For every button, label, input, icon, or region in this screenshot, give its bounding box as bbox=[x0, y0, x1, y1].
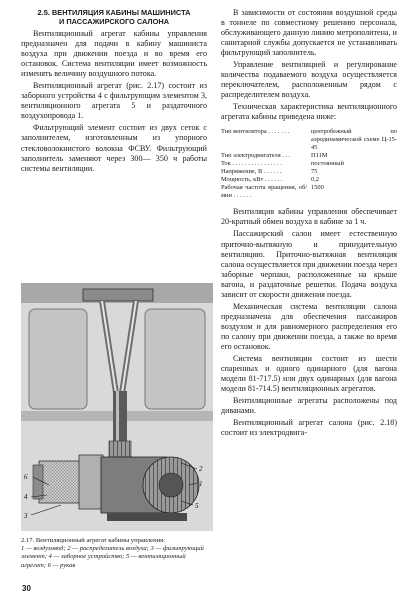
spec-label: Ток . . . . . . . . . . . . . . . . bbox=[221, 159, 282, 167]
air-distributor bbox=[83, 289, 153, 301]
spec-row bbox=[221, 152, 397, 160]
right-paragraph-9: Вентиляционный агрегат салона (рис. 2.18) состоит из электродвига- bbox=[221, 418, 397, 438]
left-paragraph-2: Вентиляционный агрегат (рис. 2.17) состоит из заборного устройства 4 с фильтрующим элементом 3, вентиляционного агрегата 5 и раздаточного воздухопровода 1. bbox=[21, 81, 207, 121]
right-paragraph-7: Система вентиляции состоит из шести спаренных и одного одинарного (для вагона модели 81-717.5) или двух одинарных (для вагона модели 81-714.5) вентиляционных агрегатов. bbox=[221, 354, 397, 394]
spec-table bbox=[221, 128, 397, 201]
right-paragraph-2: Управление вентиляцией и регулирование количества подаваемого воздуха осуществляется переключателем, расположенным рядом с распределителем воздуха. bbox=[221, 60, 397, 100]
left-paragraph-3: Фильтрующий элемент состоит из двух сеток с заполнителем, изготовленным из упорного стекловолокнистого волокна ФСВУ. Фильтрующий заполнитель заменяют через 300— 350 ч работы системы вентиляции. bbox=[21, 123, 207, 173]
callout-label: 4 bbox=[24, 493, 28, 501]
figure-ventilation-unit bbox=[21, 283, 213, 531]
spec-label: Тип вентилятора . . . . . . . bbox=[221, 127, 290, 135]
right-paragraph-3: Техническая характеристика вентиляционного агрегата кабины приведена ниже: bbox=[221, 102, 397, 122]
right-paragraph-6: Механическая система вентиляции салона предназначена для обеспечения пассажиров воздухом и для равномерного распределения его по салону при движении поезда, а также во время его остановок. bbox=[221, 301, 397, 351]
spec-label: Рабочая частота вращения, об/мин . . . . . . bbox=[221, 184, 307, 200]
spec-label: Мощность, кВт . . . . . . bbox=[221, 176, 283, 184]
spec-row bbox=[221, 176, 397, 184]
callout-label: 2 bbox=[199, 465, 203, 473]
caption-title: 2.17. Вентиляционный агрегат кабины управления: bbox=[21, 537, 166, 544]
spec-value: центробежный по аэродинамической схеме Ц-15-45 bbox=[311, 127, 397, 151]
spec-row bbox=[221, 160, 397, 168]
spec-row bbox=[221, 168, 397, 176]
ventilation-unit-illustration bbox=[21, 283, 213, 531]
spec-value: П11М bbox=[311, 151, 328, 159]
right-paragraph-8: Вентиляционные агрегаты расположены под диванами. bbox=[221, 396, 397, 416]
section-heading-line-2: И ПАССАЖИРСКОГО САЛОНА bbox=[58, 17, 170, 26]
figure-caption bbox=[21, 537, 211, 570]
spec-label: Тип электродвигателя . . . bbox=[221, 151, 291, 159]
spec-value: постоянный bbox=[311, 159, 344, 167]
callout-label: 1 bbox=[199, 480, 203, 488]
spec-value: 1500 bbox=[311, 184, 324, 192]
air-duct-stem bbox=[113, 391, 127, 441]
right-column bbox=[221, 8, 397, 440]
section-heading-line-1: 2.5. ВЕНТИЛЯЦИЯ КАБИНЫ МАШИНИСТА bbox=[37, 8, 191, 17]
callout-label: 3 bbox=[24, 512, 28, 520]
flexible-hose bbox=[109, 441, 131, 457]
right-paragraph-4: Вентиляция кабины управления обеспечивает 20-кратный обмен воздуха в кабине за 1 ч. bbox=[221, 207, 397, 227]
spec-row bbox=[221, 128, 397, 152]
left-column bbox=[21, 8, 207, 176]
spec-value: 0,2 bbox=[311, 176, 319, 184]
callout-label: 5 bbox=[195, 502, 199, 510]
callout-label: 6 bbox=[24, 473, 28, 481]
caption-legend: 1 — воздуховод; 2 — распределитель воздуха; 3 — фильтрующий элемент; 4 — заборное устройство; 5 — вентиляционный агрегат; 6 — рукав bbox=[21, 545, 204, 569]
left-paragraph-1: Вентиляционный агрегат кабины управления предназначен для подачи в кабину машиниста воздуха при движении поезда и во время его остановок. Система вентиляции имеет возможность изменять величину воздушного потока. bbox=[21, 29, 207, 79]
filter-element bbox=[79, 455, 103, 509]
right-paragraph-5: Пассажирский салон имеет естественную приточно-вытяжную и принудительную вентиляцию. Приточно-вытяжная вентиляция салона осуществляется при движении поезда через заборные черпаки, расположенные на крыше вагона, и раздаточные решетки. Подача воздуха зависит от скорости движения поезда. bbox=[221, 229, 397, 299]
section-heading bbox=[21, 8, 207, 26]
spec-label: Напряжение, В . . . . . . bbox=[221, 167, 282, 175]
page-number: 30 bbox=[22, 584, 31, 593]
spec-row bbox=[221, 184, 397, 200]
spec-value: 75 bbox=[311, 167, 318, 175]
right-paragraph-1: В зависимости от состояния воздушной среды в тоннеле по совместному решению персонала, обслуживающего данную линию метрополитена, и санитарной службы допускается не устанавливать фильтрующий заполнитель. bbox=[221, 8, 397, 58]
